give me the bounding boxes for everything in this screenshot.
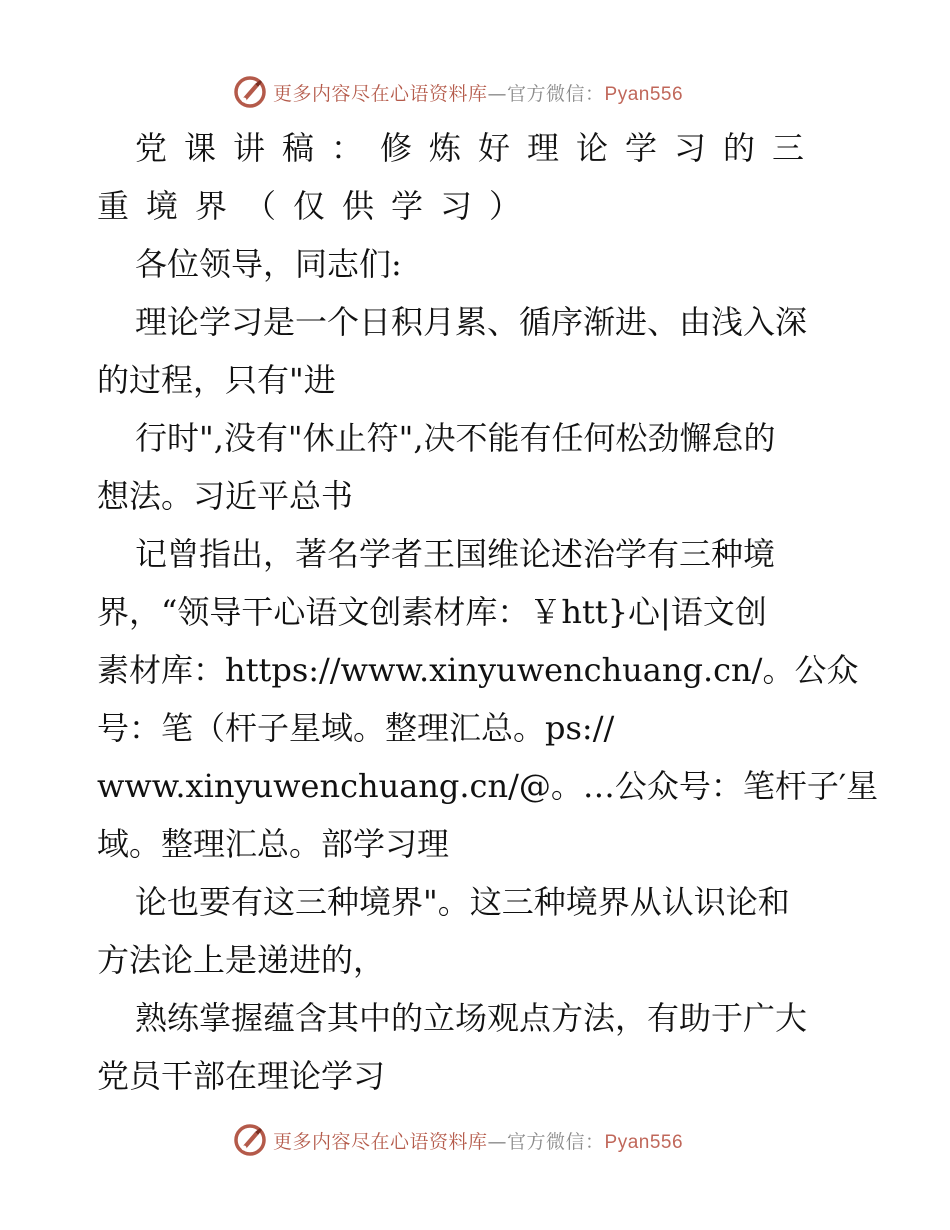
wechat-label: 官方微信：: [507, 82, 605, 105]
paragraph-line: 方法论上是递进的，: [97, 941, 386, 979]
paragraph-line: www.xinyuwenchuang.cn/@。…公众号：笔杆子′星: [97, 767, 879, 805]
wechat-label: 官方微信：: [507, 1130, 605, 1153]
paragraph-line: 行时",没有"休止符",决不能有任何松劲懈怠的: [135, 419, 776, 457]
brand-logo-icon: [233, 1123, 267, 1157]
document-title-line-1: 党课讲稿：修炼好理论学习的三: [135, 129, 822, 167]
banner-separator: —: [487, 1130, 508, 1153]
footer-banner: [0, 1120, 950, 1160]
paragraph-line: 熟练掌握蕴含其中的立场观点方法，有助于广大: [135, 999, 808, 1037]
document-title-line-2: 重境界（仅供学习）: [97, 187, 539, 225]
paragraph-line: 论也要有这三种境界"。这三种境界从认识论和: [135, 883, 790, 921]
paragraph-line: 党员干部在理论学习: [97, 1057, 386, 1095]
brand-logo-icon: [233, 75, 267, 109]
paragraph-line: 号：笔（杆子星域。整理汇总。ps://: [97, 709, 615, 747]
banner-separator: —: [487, 82, 508, 105]
wechat-id: Pyan556: [604, 83, 684, 105]
paragraph-line: 界，“领导干心语文创素材库：￥htt}心|语文创: [97, 593, 767, 631]
header-banner-text: [273, 79, 683, 106]
paragraph-line: 的过程，只有"进: [97, 361, 336, 399]
paragraph-line: 素材库：https://www.xinyuwenchuang.cn/。公众: [97, 651, 859, 689]
salutation: 各位领导，同志们:: [135, 245, 402, 283]
header-banner: [0, 72, 950, 112]
paragraph-line: 理论学习是一个日积月累、循序渐进、由浅入深: [135, 303, 808, 341]
paragraph-line: 域。整理汇总。部学习理: [97, 825, 450, 863]
paragraph-line: 记曾指出，著名学者王国维论述治学有三种境: [135, 535, 776, 573]
brand-text: 更多内容尽在心语资料库: [273, 1130, 488, 1153]
wechat-id: Pyan556: [604, 1131, 684, 1153]
brand-text: 更多内容尽在心语资料库: [273, 82, 488, 105]
paragraph-line: 想法。习近平总书: [97, 477, 354, 515]
footer-banner-text: [273, 1127, 683, 1154]
